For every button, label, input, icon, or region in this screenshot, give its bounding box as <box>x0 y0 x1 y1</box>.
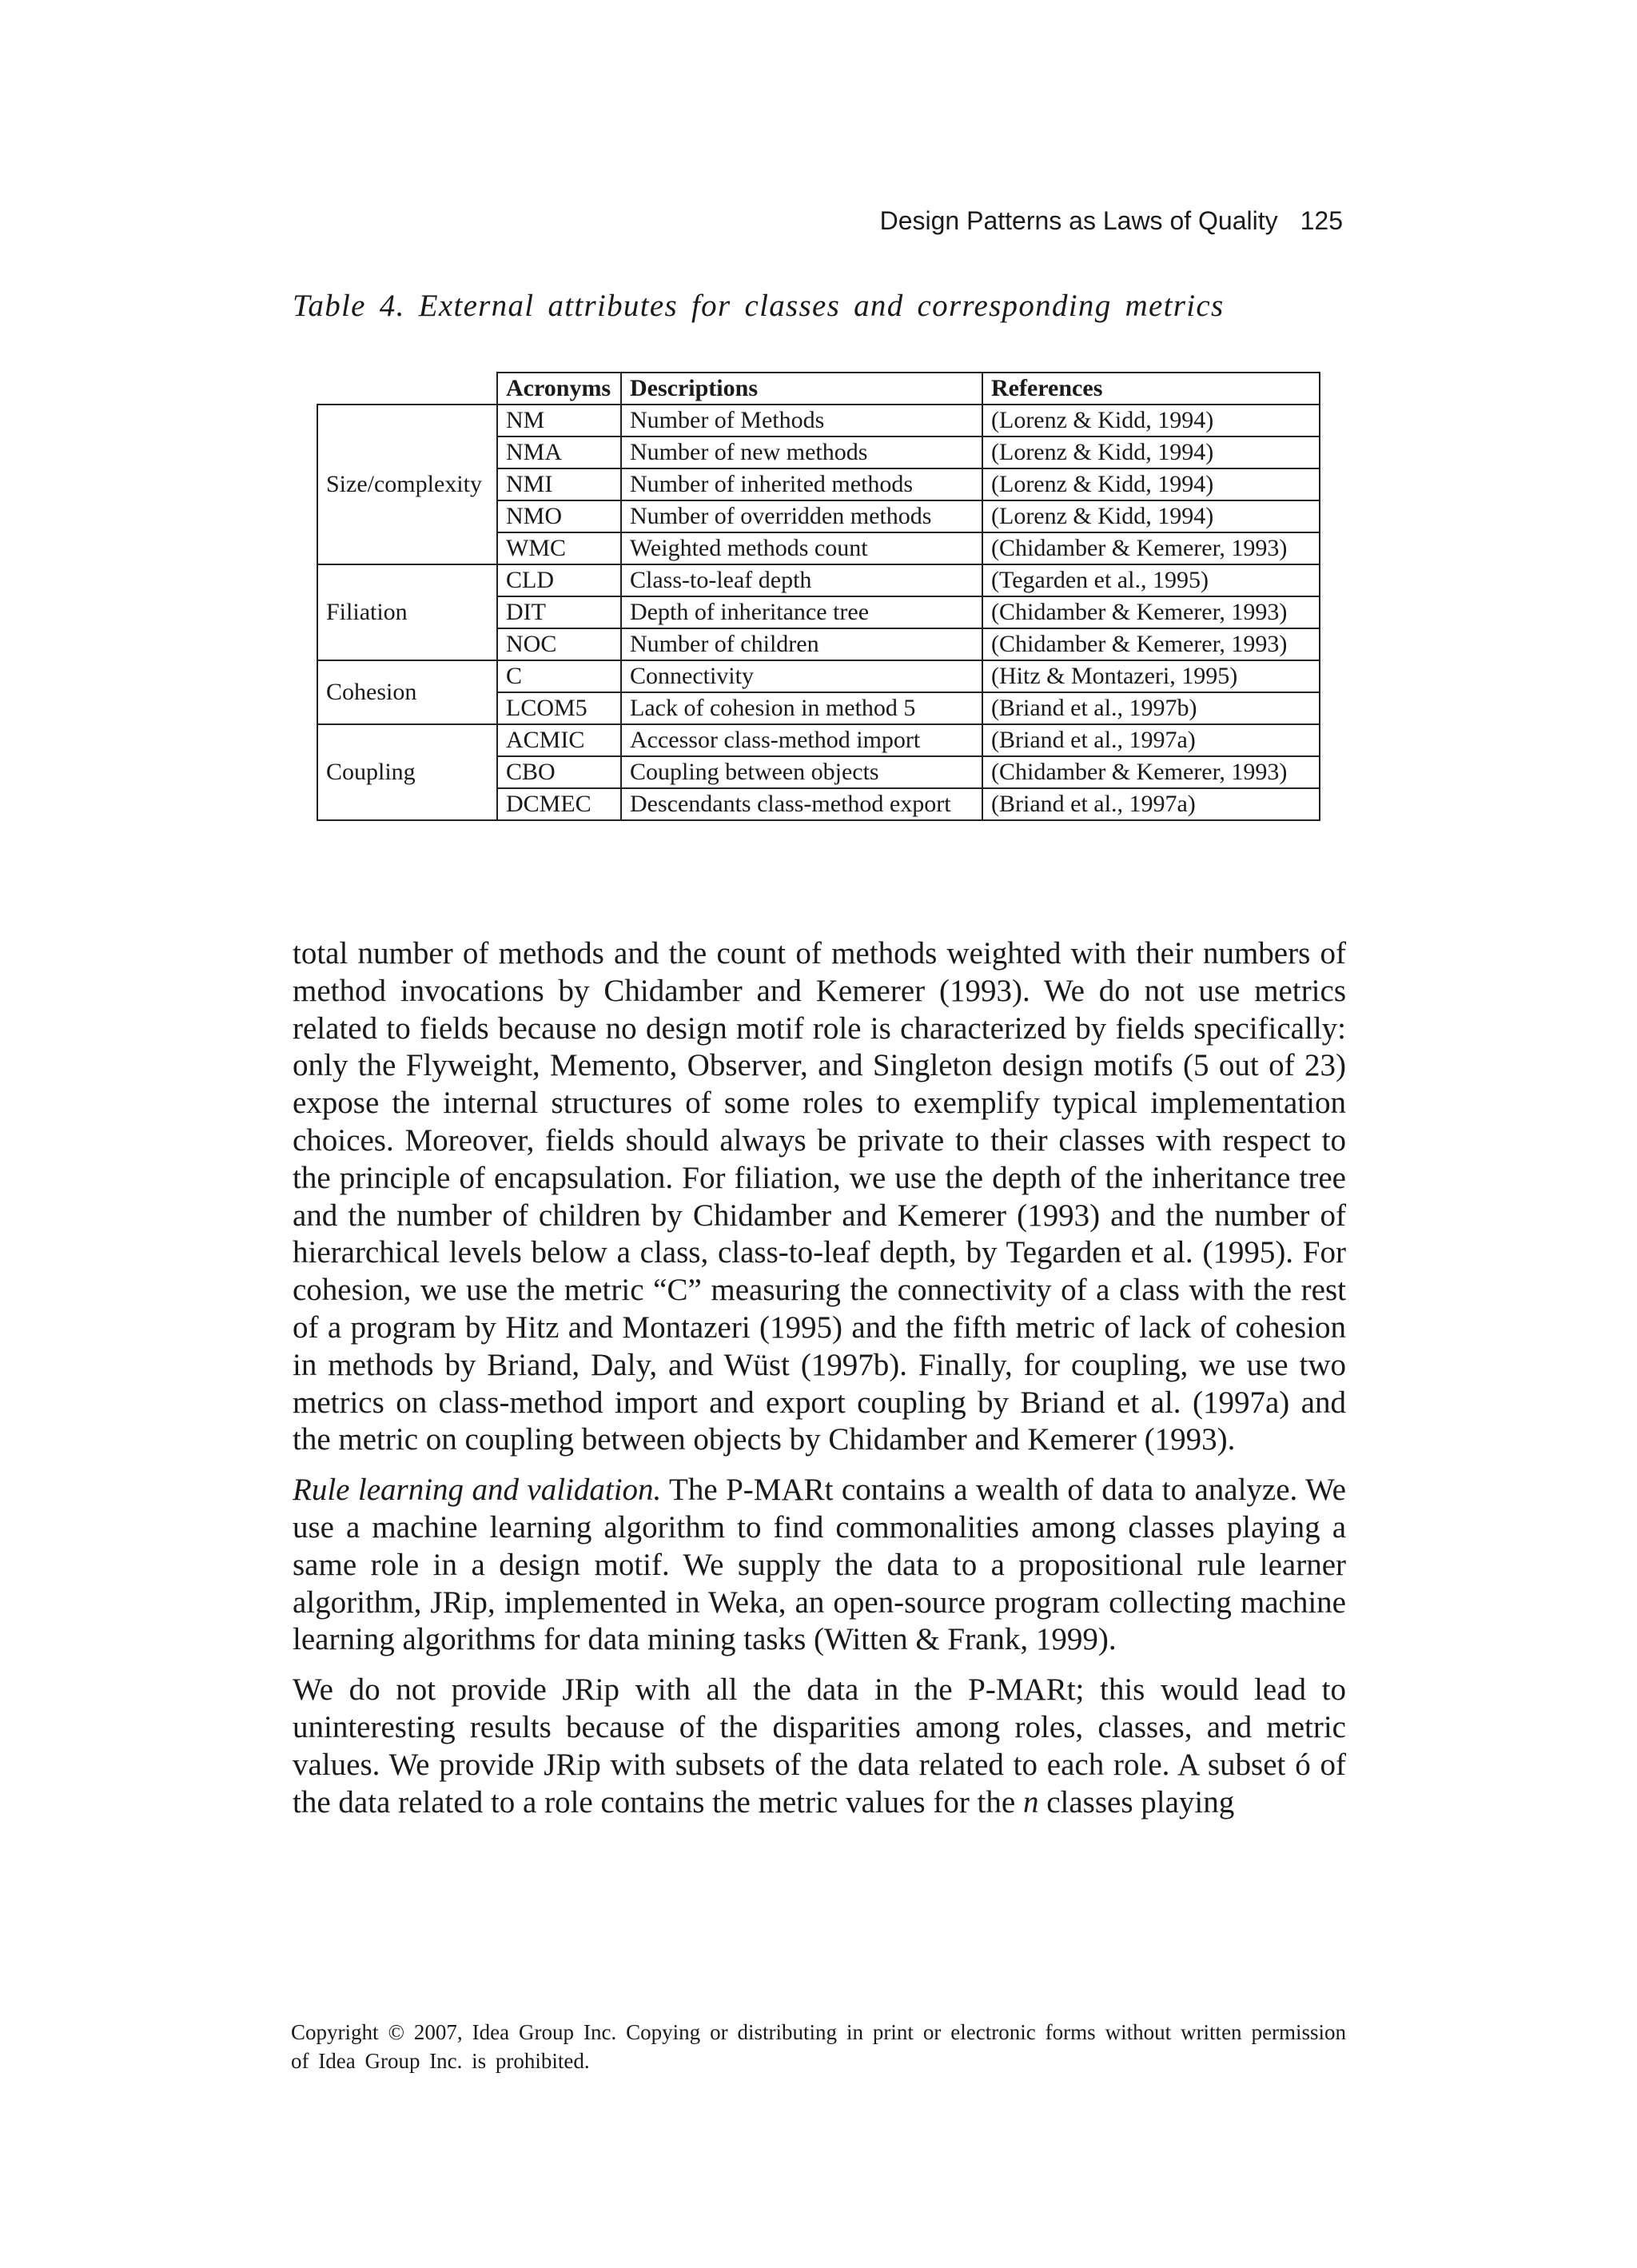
description-cell: Number of overridden methods <box>621 500 982 532</box>
reference-cell: (Hitz & Montazeri, 1995) <box>982 660 1320 692</box>
reference-cell: (Lorenz & Kidd, 1994) <box>982 500 1320 532</box>
table-row <box>317 660 1320 692</box>
description-cell: Number of children <box>621 628 982 660</box>
acronym-cell: NMA <box>497 436 621 468</box>
metrics-table-body <box>317 405 1320 820</box>
body-text <box>293 935 1346 1834</box>
paragraph-rule-learning <box>293 1472 1346 1659</box>
reference-cell: (Lorenz & Kidd, 1994) <box>982 436 1320 468</box>
reference-cell: (Chidamber & Kemerer, 1993) <box>982 596 1320 628</box>
acronym-cell: LCOM5 <box>497 692 621 724</box>
running-title: Design Patterns as Laws of Quality <box>879 206 1278 235</box>
description-cell: Accessor class-method import <box>621 724 982 756</box>
table-row <box>317 724 1320 756</box>
table-header-row <box>317 373 1320 405</box>
column-header-references: References <box>982 373 1320 405</box>
paragraph-rule-learning-text: The P-MARt contains a wealth of data to analyze. We use a machine learning algorithm to find commonalities among classes playing a same role in a design motif. We supply the data to a propositional rule learner algorithm, JRip, implemented in Weka, an open-source program collecting machine learning algorithms for data mining tasks (Witten & Frank, 1999). <box>293 1473 1346 1657</box>
table-row <box>317 564 1320 596</box>
description-cell: Descendants class-method export <box>621 788 982 820</box>
reference-cell: (Briand et al., 1997a) <box>982 724 1320 756</box>
page-number: 125 <box>1300 206 1343 235</box>
paragraph-jrip-text-a: We do not provide JRip with all the data in the P-MARt; this would lead to uninteresting results because of the disparities among roles, classes, and metric values. We provide JRip with subsets of the data related to each role. A subset ó of the data related to a role contains the metric values for the <box>293 1672 1346 1820</box>
acronym-cell: DCMEC <box>497 788 621 820</box>
acronym-cell: NOC <box>497 628 621 660</box>
reference-cell: (Lorenz & Kidd, 1994) <box>982 468 1320 500</box>
running-header <box>288 206 1343 236</box>
acronym-cell: NMI <box>497 468 621 500</box>
description-cell: Lack of cohesion in method 5 <box>621 692 982 724</box>
column-header-acronyms: Acronyms <box>497 373 621 405</box>
acronym-cell: C <box>497 660 621 692</box>
description-cell: Weighted methods count <box>621 532 982 564</box>
reference-cell: (Briand et al., 1997b) <box>982 692 1320 724</box>
paragraph-jrip-text-b: classes playing <box>1038 1784 1235 1820</box>
description-cell: Depth of inheritance tree <box>621 596 982 628</box>
description-cell: Class-to-leaf depth <box>621 564 982 596</box>
table-caption: Table 4. External attributes for classes and corresponding metrics <box>293 289 1225 323</box>
group-label: Cohesion <box>317 660 497 724</box>
variable-n: n <box>1022 1784 1039 1820</box>
metrics-table <box>317 372 1320 821</box>
group-label: Filiation <box>317 564 497 660</box>
reference-cell: (Tegarden et al., 1995) <box>982 564 1320 596</box>
acronym-cell: CLD <box>497 564 621 596</box>
reference-cell: (Chidamber & Kemerer, 1993) <box>982 532 1320 564</box>
description-cell: Coupling between objects <box>621 756 982 788</box>
paragraph-lead-heading: Rule learning and validation. <box>293 1473 662 1508</box>
reference-cell: (Chidamber & Kemerer, 1993) <box>982 628 1320 660</box>
table-row <box>317 405 1320 436</box>
acronym-cell: ACMIC <box>497 724 621 756</box>
acronym-cell: CBO <box>497 756 621 788</box>
acronym-cell: DIT <box>497 596 621 628</box>
description-cell: Number of new methods <box>621 436 982 468</box>
reference-cell: (Chidamber & Kemerer, 1993) <box>982 756 1320 788</box>
acronym-cell: WMC <box>497 532 621 564</box>
group-label: Size/complexity <box>317 405 497 564</box>
description-cell: Number of Methods <box>621 405 982 436</box>
description-cell: Number of inherited methods <box>621 468 982 500</box>
paragraph-metrics-overview: total number of methods and the count of methods weighted with their numbers of method invocations by Chidamber and Kemerer (1993). We do not use metrics related to fields because no design motif role is characterized by fields specifically: only the Flyweight, Memento, Observer, and Singleton design motifs (5 out of 23) expose the internal structures of some roles to exemplify typical implementation choices. Moreover, fields should always be private to their classes with respect to the principle of encapsulation. For filiation, we use the depth of the inheritance tree and the number of children by Chidamber and Kemerer (1993) and the number of hierarchical levels below a class, class-to-leaf depth, by Tegarden et al. (1995). For cohesion, we use the metric “C” measuring the connectivity of a class with the rest of a program by Hitz and Montazeri (1995) and the fifth metric of lack of cohesion in methods by Briand, Daly, and Wüst (1997b). Finally, for coupling, we use two metrics on class-method import and export coupling by Briand et al. (1997a) and the metric on coupling between objects by Chidamber and Kemerer (1993). <box>293 936 1346 1457</box>
group-label: Coupling <box>317 724 497 820</box>
reference-cell: (Lorenz & Kidd, 1994) <box>982 405 1320 436</box>
paragraph-jrip-subsets <box>293 1672 1346 1821</box>
column-header-descriptions: Descriptions <box>621 373 982 405</box>
header-blank-cell <box>317 373 497 405</box>
acronym-cell: NM <box>497 405 621 436</box>
description-cell: Connectivity <box>621 660 982 692</box>
reference-cell: (Briand et al., 1997a) <box>982 788 1320 820</box>
acronym-cell: NMO <box>497 500 621 532</box>
copyright-footer: Copyright © 2007, Idea Group Inc. Copying or distributing in print or electronic forms without written permission of Idea Group Inc. is prohibited. <box>291 2020 1346 2073</box>
